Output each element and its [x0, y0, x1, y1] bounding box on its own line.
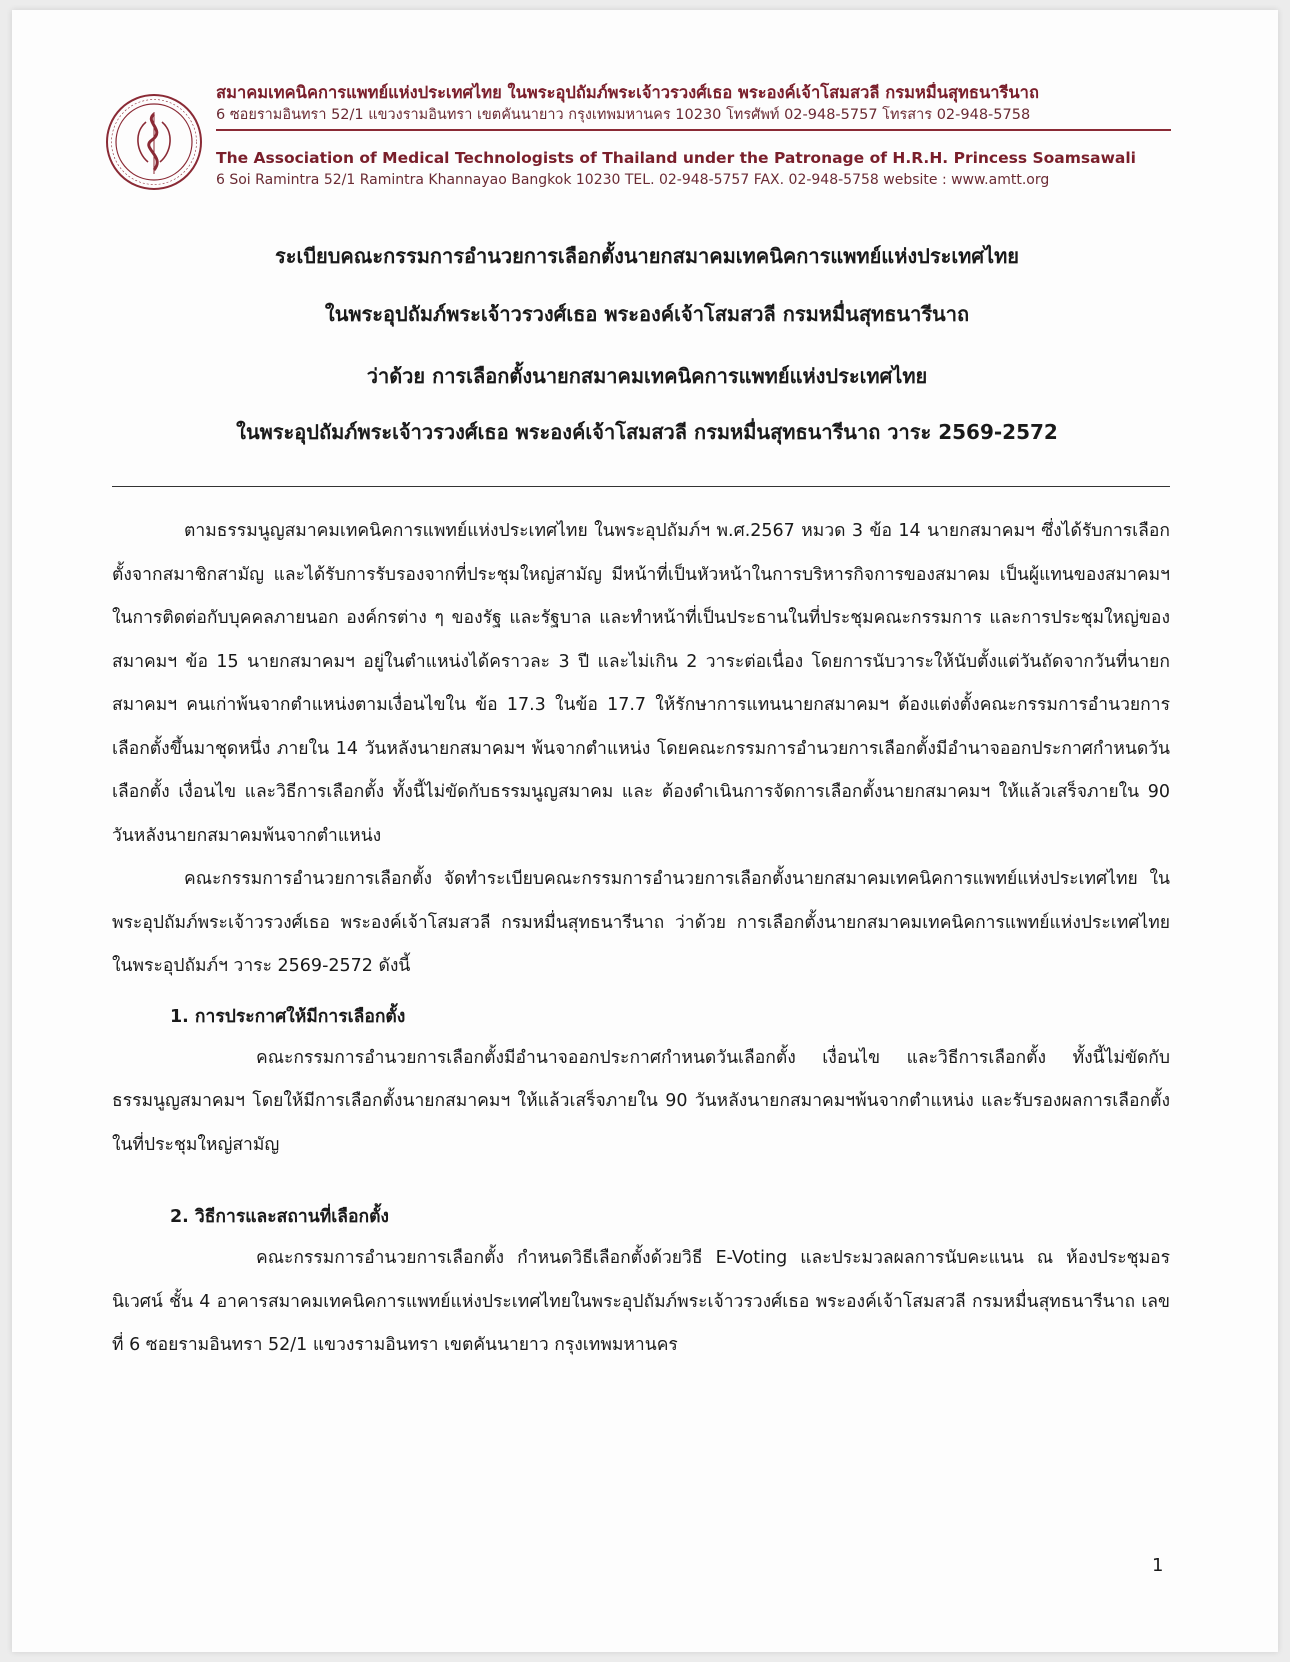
document-page: [12, 10, 1278, 1652]
section-2-heading: 2. วิธีการและสถานที่เลือกตั้ง: [170, 1207, 389, 1227]
section-2-text: คณะกรรมการอำนวยการเลือกตั้ง กำหนดวิธีเลือกตั้งด้วยวิธี E-Voting และประมวลผลการนับคะแนน ณ ห้องประชุมอรนิเวศน์ ชั้น 4 อาคารสมาคมเทคนิคการแพทย์แห่งประเทศไทยในพระอุปถัมภ์พระเจ้าวรวงศ์เธอ พระองค์เจ้าโสมสวลี กรมหมื่นสุทธนารีนาถ เลขที่ 6 ซอยรามอินทรา 52/1 แขวงรามอินทรา เขตคันนายาว กรุงเทพมหานคร: [112, 1248, 1170, 1355]
letterhead-divider: [216, 129, 1171, 131]
title-divider: [112, 486, 1170, 487]
letterhead-thai-name: สมาคมเทคนิคการแพทย์แห่งประเทศไทย ในพระอุปถัมภ์พระเจ้าวรวงศ์เธอ พระองค์เจ้าโสมสวลี กรมหมื่นสุทธนารีนาถ: [216, 83, 1039, 102]
letterhead-english-address: 6 Soi Ramintra 52/1 Ramintra Khannayao Bangkok 10230 TEL. 02-948-5757 FAX. 02-948-5758 website : www.amtt.org: [216, 172, 1050, 188]
letterhead-english-name: The Association of Medical Technologists of Thailand under the Patronage of H.R.H. Princess Soamsawali: [216, 149, 1136, 167]
page-number: 1: [1152, 1555, 1164, 1576]
title-line-3: ว่าด้วย การเลือกตั้งนายกสมาคมเทคนิคการแพทย์แห่งประเทศไทย: [366, 364, 928, 388]
title-line-2: ในพระอุปถัมภ์พระเจ้าวรวงศ์เธอ พระองค์เจ้าโสมสวลี กรมหมื่นสุทธนารีนาถ: [324, 302, 970, 326]
seal-logo: [104, 92, 204, 192]
paragraph-1: ตามธรรมนูญสมาคมเทคนิคการแพทย์แห่งประเทศไทย ในพระอุปถัมภ์ฯ พ.ศ.2567 หมวด 3 ข้อ 14 นายกสมาคมฯ ซึ่งได้รับการเลือกตั้งจากสมาชิกสามัญ และได้รับการรับรองจากที่ประชุมใหญ่สามัญ มีหน้าที่เป็นหัวหน้าในการบริหารกิจการของสมาคม เป็นผู้แทนของสมาคมฯ ในการติดต่อกับบุคคลภายนอก องค์กรต่าง ๆ ของรัฐ และรัฐบาล และทำหน้าที่เป็นประธานในที่ประชุมคณะกรรมการ และการประชุมใหญ่ของสมาคมฯ ข้อ 15 นายกสมาคมฯ อยู่ในตำแหน่งได้คราวละ 3 ปี และไม่เกิน 2 วาระต่อเนื่อง โดยการนับวาระให้นับตั้งแต่วันถัดจากวันที่นายกสมาคมฯ คนเก่าพ้นจากตำแหน่งตามเงื่อนไขใน ข้อ 17.3 ในข้อ 17.7 ให้รักษาการแทนนายกสมาคมฯ ต้องแต่งตั้งคณะกรรมการอำนวยการเลือกตั้งขึ้นมาชุดหนึ่ง ภายใน 14 วันหลังนายกสมาคมฯ พ้นจากตำแหน่ง โดยคณะกรรมการอำนวยการเลือกตั้งมีอำนาจออกประกาศกำหนดวันเลือกตั้ง เงื่อนไข และวิธีการเลือกตั้ง ทั้งนี้ไม่ขัดกับธรรมนูญสมาคม และ ต้องดำเนินการจัดการเลือกตั้งนายกสมาคมฯ ให้แล้วเสร็จภายใน 90 วันหลังนายกสมาคมพ้นจากตำแหน่ง: [112, 521, 1170, 846]
document-body: [112, 510, 1170, 1368]
section-1-heading: 1. การประกาศให้มีการเลือกตั้ง: [170, 1006, 406, 1027]
letterhead: [104, 82, 1184, 207]
title-line-1: ระเบียบคณะกรรมการอำนวยการเลือกตั้งนายกสมาคมเทคนิคการแพทย์แห่งประเทศไทย: [275, 244, 1019, 268]
document-title: [52, 240, 1242, 448]
title-line-4: ในพระอุปถัมภ์พระเจ้าวรวงศ์เธอ พระองค์เจ้าโสมสวลี กรมหมื่นสุทธนารีนาถ วาระ 2569-2572: [236, 420, 1058, 444]
letterhead-thai-address: 6 ซอยรามอินทรา 52/1 แขวงรามอินทรา เขตคันนายาว กรุงเทพมหานคร 10230 โทรศัพท์ 02-948-5757 โทรสาร 02-948-5758: [216, 107, 1031, 123]
paragraph-2: คณะกรรมการอำนวยการเลือกตั้ง จัดทำระเบียบคณะกรรมการอำนวยการเลือกตั้งนายกสมาคมเทคนิคการแพทย์แห่งประเทศไทย ในพระอุปถัมภ์พระเจ้าวรวงศ์เธอ พระองค์เจ้าโสมสวลี กรมหมื่นสุทธนารีนาถ ว่าด้วย การเลือกตั้งนายกสมาคมเทคนิคการแพทย์แห่งประเทศไทยในพระอุปถัมภ์ฯ วาระ 2569-2572 ดังนี้: [112, 869, 1170, 976]
section-1-text: คณะกรรมการอำนวยการเลือกตั้งมีอำนาจออกประกาศกำหนดวันเลือกตั้ง เงื่อนไข และวิธีการเลือกตั้ง ทั้งนี้ไม่ขัดกับธรรมนูญสมาคมฯ โดยให้มีการเลือกตั้งนายกสมาคมฯ ให้แล้วเสร็จภายใน 90 วันหลังนายกสมาคมฯพ้นจากตำแหน่ง และรับรองผลการเลือกตั้งในที่ประชุมใหญ่สามัญ: [112, 1047, 1170, 1155]
